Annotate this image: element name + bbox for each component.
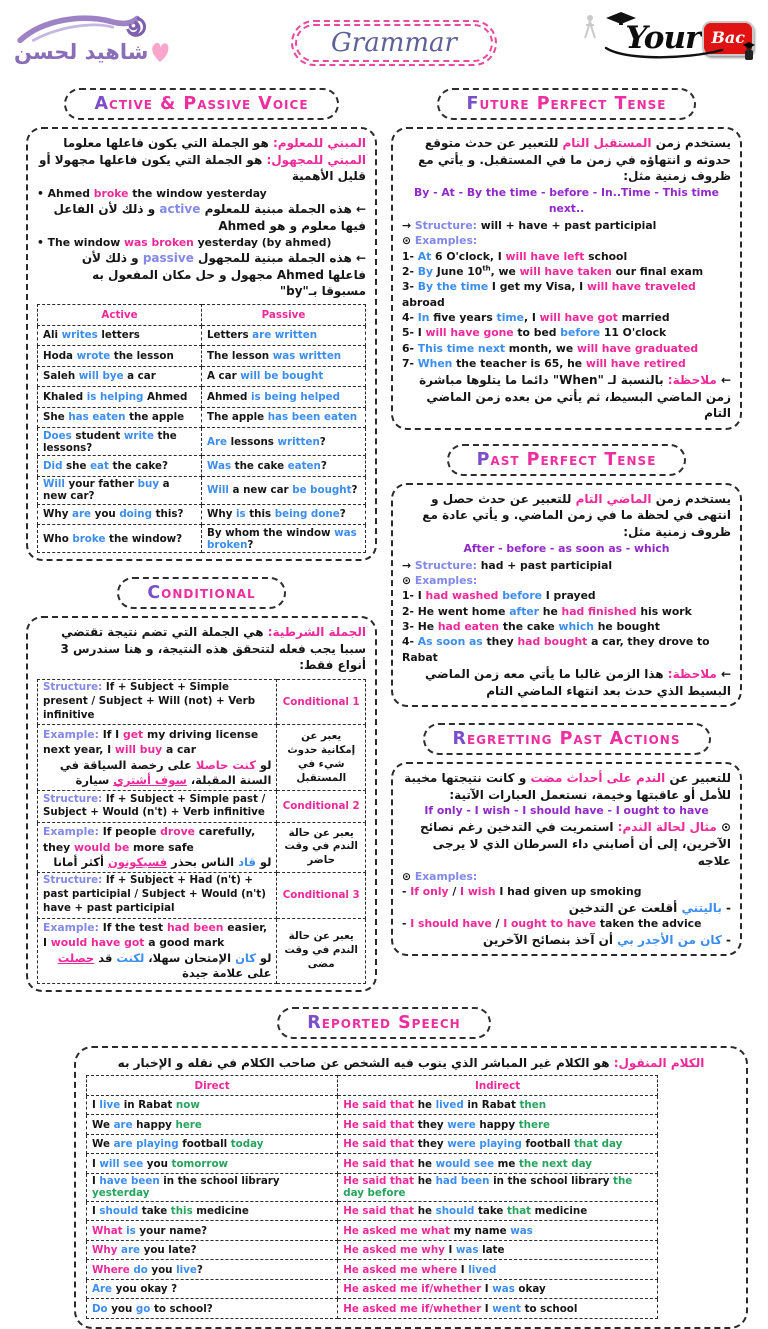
direct-column-header: Direct <box>87 1076 338 1096</box>
table-row <box>87 1279 658 1299</box>
table-row <box>38 366 366 387</box>
table-row <box>38 428 366 456</box>
section-title-text: Future Perfect Tense <box>466 94 667 114</box>
passive-cell: Why is this being done? <box>202 504 366 525</box>
passive-cell: Was the cake eaten? <box>202 456 366 477</box>
pp-example: 1- I had washed before I prayed <box>402 589 596 603</box>
example-arabic: لو كنت حاصلا على رخصة السياقة في السنة المقبلة، سوف أشتري سيارة <box>59 757 272 788</box>
graduation-cap-icon <box>606 12 636 26</box>
conditional-2-meaning: يعبر عن حالة الندم في وقت حاضر <box>277 822 366 872</box>
conditional-3-meaning: يعبر عن حالة الندم في وقت مضى <box>277 918 366 984</box>
table-row <box>38 872 366 918</box>
active-passive-table <box>37 304 366 553</box>
active-cell: Khaled is helping Ahmed <box>38 387 202 408</box>
active-cell: Saleh will bye a car <box>38 366 202 387</box>
table-header-row <box>87 1076 658 1096</box>
pp-time-adverbs: After - before - as soon as - which <box>463 541 670 555</box>
table-row <box>38 725 366 791</box>
pp-examples-label: ⊙ Examples: <box>402 574 478 588</box>
reported-intro: الكلام المنقول: هو الكلام غير المباشر الذي ينوب فيه الشخص عن صاحب الكلام في نقله و الإخبار به <box>117 1056 705 1071</box>
active-cell: Did she eat the cake? <box>38 456 202 477</box>
conditional-box <box>26 616 377 992</box>
table-row <box>87 1095 658 1115</box>
indirect-cell: He asked me why I was late <box>338 1240 658 1260</box>
active-cell: Will your father buy a new car? <box>38 476 202 504</box>
pp-intro: يستخدم زمن الماضي التام للتعبير عن حدث حصل و انتهى في لحظة ما في زمن الماضي. و يأتي عادة مع ظروف زمنية مثل: <box>422 491 731 540</box>
table-row <box>38 918 366 984</box>
direct-cell: Why are you late? <box>87 1240 338 1260</box>
reported-speech-table <box>86 1075 658 1319</box>
indirect-cell: He said that they were playing football that day <box>338 1134 658 1154</box>
section-title-text: Past Perfect Tense <box>476 449 657 470</box>
right-column <box>391 88 742 967</box>
past-perfect-box <box>391 483 742 707</box>
regret-example-ar: - باليتني أقلعت عن التدخين <box>568 900 731 915</box>
active-cell: She has eaten the apple <box>38 407 202 428</box>
example-arabic: لو كان الإمتحان سهلا، لكنت قد حصلت على علامة جيدة <box>57 950 272 981</box>
table-row <box>38 822 366 872</box>
regret-box <box>391 762 742 956</box>
indirect-cell: He asked me where I lived <box>338 1260 658 1280</box>
section-title-regret <box>423 723 711 755</box>
future-perfect-box <box>391 127 742 430</box>
regret-examples-label: ⊙ Examples: <box>402 870 478 884</box>
conditional-intro: الجملة الشرطية: هي الجملة التي تضم نتيجة تقتضي سببا يجب فعله لتتحقق هذه النتيجة، و هنا سندرس 3 أنواع فقط: <box>60 625 366 673</box>
table-row <box>38 791 366 823</box>
fp-intro: يستخدم زمن المستقبل التام للتعبير عن حدث متوقع حدوثه و انتهاؤه في زمن ما في المستقبل. و يأتي مع ظروف زمنية مثل: <box>418 136 731 184</box>
passive-cell: Letters are written <box>202 325 366 346</box>
table-row <box>38 407 366 428</box>
table-row <box>87 1115 658 1135</box>
section-title-text: Regretting Past Actions <box>452 729 681 750</box>
main-columns <box>0 88 768 1003</box>
pp-example: 2- He went home after he had finished his work <box>402 604 692 618</box>
active-cell: Does student write the lessons? <box>38 428 202 456</box>
fp-example: 5- I will have gone to bed before 11 O'clock <box>402 326 667 340</box>
graduate-figure-icon <box>742 42 756 64</box>
table-row <box>87 1260 658 1280</box>
indirect-cell: He asked me what my name was <box>338 1221 658 1241</box>
example-cell <box>38 725 277 791</box>
fp-example: 1- At 6 O'clock, I will have left school <box>402 249 628 263</box>
table-row <box>87 1173 658 1201</box>
indirect-cell: He asked me if/whether I went to school <box>338 1299 658 1319</box>
section-title-text: Reported Speech <box>307 1013 461 1034</box>
section-title-text: Conditional <box>147 583 256 604</box>
ap-example-active: • Ahmed broke the window yesterday <box>37 186 267 200</box>
fp-example: 3- By the time I get my Visa, I will have traveled abroad <box>402 280 696 309</box>
direct-cell: I will see you tomorrow <box>87 1154 338 1174</box>
indirect-cell: He said that he had been in the school library the day before <box>338 1173 658 1201</box>
direct-cell: We are playing football today <box>87 1134 338 1154</box>
section-title-past-perfect <box>447 444 687 476</box>
section-title-active-passive <box>64 88 338 120</box>
direct-cell: We are happy here <box>87 1115 338 1135</box>
regret-example-ar: - كان من الأجدر بي أن آخذ بنصائح الآخرين <box>483 932 731 947</box>
fp-example: 7- When the teacher is 65, he will have retired <box>402 356 686 370</box>
ap-def-active: المبني للمعلوم: هو الجملة التي يكون فاعلها معلوما <box>63 136 366 150</box>
example-english: Example: If the test had been easier, I would have got a good mark <box>43 921 268 950</box>
brand-logo-right <box>584 12 754 56</box>
indirect-cell: He said that they were happy there <box>338 1115 658 1135</box>
pp-example: 4- As soon as they had bought a car, they drove to Rabat <box>402 635 710 664</box>
fp-note: ← ملاحظة: بالنسبة لـ "When" دائما ما يتلوها مباشرة زمن الماضي البسيط، ثم يأتي من بعده زمن الماضي التام <box>419 373 731 421</box>
ap-example-passive: • The window was broken yesterday (by ahmed) <box>37 236 332 250</box>
section-title-reported <box>277 1007 490 1039</box>
direct-cell: I have been in the school library yesterday <box>87 1173 338 1201</box>
indirect-cell: He asked me if/whether I was okay <box>338 1279 658 1299</box>
example-english: Example: If people drove carefully, they would be more safe <box>43 825 256 854</box>
page-header <box>0 0 768 88</box>
passive-cell: By whom the window was broken? <box>202 525 366 553</box>
active-cell: Ali writes letters <box>38 325 202 346</box>
brand-name-arabic: شاهيد لحسن <box>14 40 149 64</box>
swoosh-underline-icon <box>604 44 724 60</box>
conditional-1-meaning: يعبر عن إمكانية حدوث شيء في المستقبل <box>277 725 366 791</box>
example-cell <box>38 918 277 984</box>
structure-cell: Structure: If + Subject + Simple present / Subject + Will (not) + Verb infinitive <box>38 679 277 725</box>
passive-cell: Are lessons written? <box>202 428 366 456</box>
structure-cell: Structure: If + Subject + Had (n't) + past participial / Subject + Would (n't) have + past participial <box>38 872 277 918</box>
structure-cell: Structure: If + Subject + Simple past / Subject + Would (n't) + Verb infinitive <box>38 791 277 823</box>
passive-cell: Will a new car be bought? <box>202 476 366 504</box>
table-row <box>38 346 366 367</box>
heart-icon <box>150 40 170 64</box>
regret-example-en: - I should have / I ought to have taken the advice <box>402 917 702 931</box>
brand-bac-badge: Bac <box>702 21 754 56</box>
direct-cell: Do you go to school? <box>87 1299 338 1319</box>
direct-cell: Where do you live? <box>87 1260 338 1280</box>
regret-example-en: - If only / I wish I had given up smoking <box>402 885 642 899</box>
conditional-1-label: Conditional 1 <box>277 679 366 725</box>
fp-structure: → Structure: will + have + past participial <box>402 219 657 233</box>
indirect-column-header: Indirect <box>338 1076 658 1096</box>
passive-column-header: Passive <box>202 305 366 326</box>
grammar-title-inner <box>295 24 493 62</box>
indirect-cell: He said that he lived in Rabat then <box>338 1095 658 1115</box>
example-english: Example: If I get my driving license next year, I will buy a car <box>43 727 259 757</box>
indirect-cell: He said that he should take that medicine <box>338 1201 658 1221</box>
table-row <box>38 504 366 525</box>
section-title-text: Active & Passive Voice <box>94 94 309 114</box>
reported-speech-section <box>0 1003 768 1329</box>
passive-cell: Ahmed is being helped <box>202 387 366 408</box>
table-row <box>87 1240 658 1260</box>
indirect-cell: He said that he would see me the next day <box>338 1154 658 1174</box>
active-passive-box <box>26 127 377 561</box>
table-row <box>38 679 366 725</box>
table-row <box>87 1221 658 1241</box>
fp-example: 4- In five years time, I will have got married <box>402 310 670 324</box>
pp-structure: → Structure: had + past participial <box>402 558 613 572</box>
section-title-conditional <box>117 577 285 609</box>
direct-cell: Are you okay ? <box>87 1279 338 1299</box>
fp-examples-label: ⊙ Examples: <box>402 234 478 248</box>
table-row <box>87 1201 658 1221</box>
left-column <box>26 88 377 1003</box>
ap-def-passive: المبني للمجهول: هو الجملة التي يكون فاعلها مجهولا أو قليل الأهمية <box>39 152 366 184</box>
table-header-row <box>38 305 366 326</box>
brand-your-text: Your <box>625 20 701 56</box>
table-row <box>87 1299 658 1319</box>
passive-cell: The apple has been eaten <box>202 407 366 428</box>
regret-phrases: If only - I wish - I should have - I ought to have <box>424 804 709 818</box>
table-row <box>38 476 366 504</box>
example-arabic: لو قاد الناس بحذر فسيكونون أكثر أمانا <box>53 854 272 869</box>
example-cell <box>38 822 277 872</box>
passive-cell: A car will be bought <box>202 366 366 387</box>
active-column-header: Active <box>38 305 202 326</box>
pp-note: ← ملاحظة: هذا الزمن غالبا ما يأتي معه زمن الماضي البسيط الذي حدث بعد انتهاء الماضي التام <box>424 667 731 698</box>
table-row <box>38 525 366 553</box>
table-row <box>38 325 366 346</box>
conditional-table <box>37 679 366 985</box>
ap-explain-active: ← هذه الجملة مبنية للمعلوم active و ذلك لأن الفاعل فيها معلوم و هو Ahmed <box>53 201 366 233</box>
pp-example: 3- He had eaten the cake which he bought <box>402 620 660 634</box>
direct-cell: I live in Rabat now <box>87 1095 338 1115</box>
grammar-title-box <box>291 20 497 66</box>
page-title: Grammar <box>331 28 457 58</box>
fp-time-adverbs: By - At - By the time - before - In..Time - This time next.. <box>414 185 719 215</box>
table-row <box>87 1134 658 1154</box>
direct-cell: What is your name? <box>87 1221 338 1241</box>
fp-example: 6- This time next month, we will have graduated <box>402 341 699 355</box>
conditional-2-label: Conditional 2 <box>277 791 366 823</box>
brand-logo-left <box>14 12 204 64</box>
active-cell: Why are you doing this? <box>38 504 202 525</box>
regret-case: ⊙ مثال لحالة الندم: استمريت في التدخين رغم نصائح الآخرين، إلى أن أصابني داء السرطان الذي لا يرجى علاجه <box>419 820 731 868</box>
active-cell: Hoda wrote the lesson <box>38 346 202 367</box>
table-row <box>38 456 366 477</box>
section-title-future-perfect <box>437 88 697 120</box>
ap-explain-passive: ← هذه الجملة مبنية للمجهول passive و ذلك لأن فاعلها Ahmed مجهول و حل مكان المفعول به مسبوقا بـ"by" <box>81 251 366 299</box>
walking-figure-icon <box>582 14 598 40</box>
conditional-3-label: Conditional 3 <box>277 872 366 918</box>
active-cell: Who broke the window? <box>38 525 202 553</box>
passive-cell: The lesson was written <box>202 346 366 367</box>
direct-cell: I should take this medicine <box>87 1201 338 1221</box>
reported-speech-box <box>74 1046 748 1329</box>
table-row <box>87 1154 658 1174</box>
fp-example: 2- By June 10th, we will have taken our final exam <box>402 264 704 278</box>
regret-intro: للتعبير عن الندم على أحداث مضت و كانت نتيجتها مخيبة للأمل أو عاقبتها وخيمة، نستعمل العبارات الآتية: <box>404 771 731 802</box>
table-row <box>38 387 366 408</box>
